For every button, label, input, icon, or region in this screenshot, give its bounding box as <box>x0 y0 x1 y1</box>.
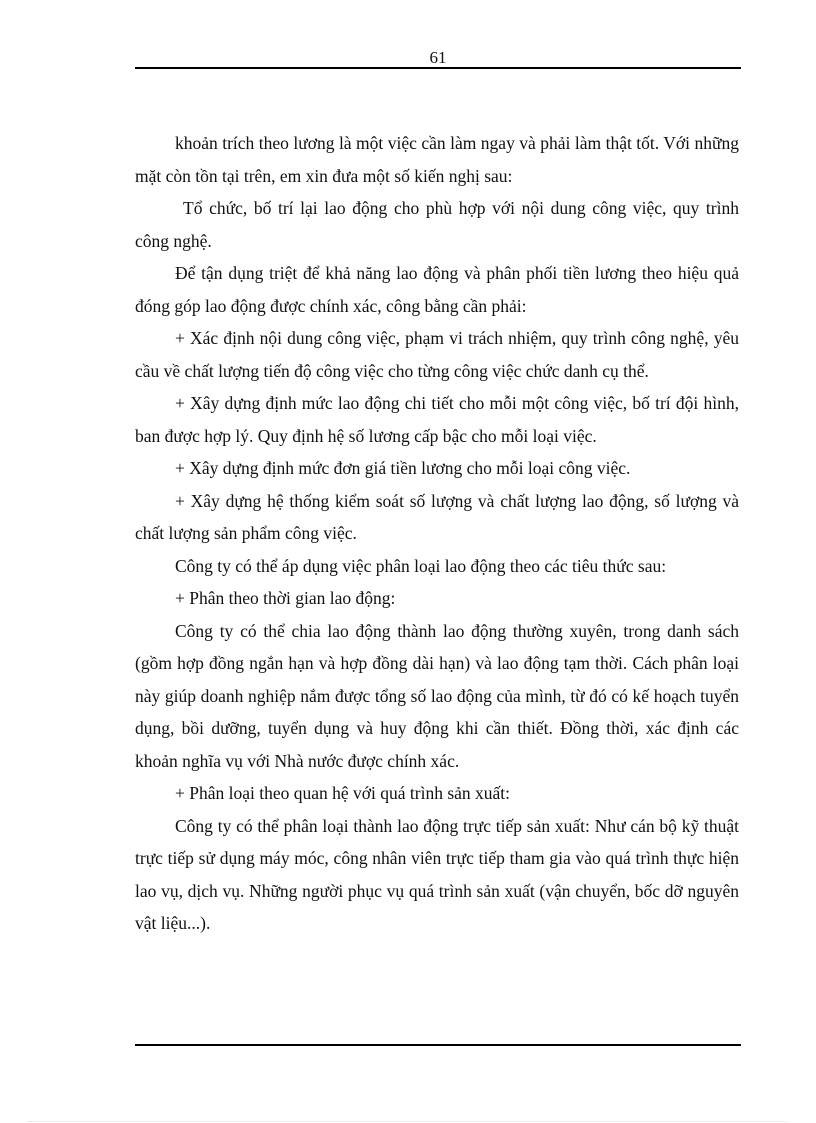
paragraph: + Xây dựng định mức lao động chi tiết cho mỗi một công việc, bố trí đội hình, ban được hợp lý. Quy định hệ số lương cấp bậc cho mỗi loại việc. <box>135 393 739 446</box>
paragraph: khoản trích theo lương là một việc cần làm ngay và phải làm thật tốt. Với những mặt còn tồn tại trên, em xin đưa một số kiến nghị sau: <box>135 133 739 186</box>
paragraph: + Xây dựng hệ thống kiểm soát số lượng và chất lượng lao động, số lượng và chất lượng sản phẩm công việc. <box>135 490 739 543</box>
paragraph: Tổ chức, bố trí lại lao động cho phù hợp với nội dung công việc, quy trình công nghệ. <box>135 198 739 251</box>
document-body <box>135 127 739 940</box>
header-rule <box>135 67 741 69</box>
page-number: 61 <box>429 48 447 67</box>
paragraph: + Xây dựng định mức đơn giá tiền lương cho mỗi loại công việc. <box>175 458 631 478</box>
paragraph: + Phân theo thời gian lao động: <box>175 588 396 608</box>
page-edge <box>28 1121 788 1122</box>
paragraph: Công ty có thể áp dụng việc phân loại lao động theo các tiêu thức sau: <box>175 555 667 576</box>
paragraph: Để tận dụng triệt để khả năng lao động và phân phối tiền lương theo hiệu quả đóng góp lao động được chính xác, công bằng cần phải: <box>135 263 739 316</box>
paragraph: Công ty có thể chia lao động thành lao động thường xuyên, trong danh sách (gồm hợp đồng ngắn hạn và hợp đồng dài hạn) và lao động tạm thời. Cách phân loại này giúp doanh nghiệp nắm được tổng số lao động của mình, từ đó có kế hoạch tuyển dụng, bồi dưỡng, tuyển dụng và huy động khi cần thiết. Đồng thời, xác định các khoản nghĩa vụ với Nhà nước được chính xác. <box>135 620 739 771</box>
paragraph: Công ty có thể phân loại thành lao động trực tiếp sản xuất: Như cán bộ kỹ thuật trực tiếp sử dụng máy móc, công nhân viên trực tiếp tham gia vào quá trình thực hiện lao vụ, dịch vụ. Những người phục vụ quá trình sản xuất (vận chuyển, bốc dỡ nguyên vật liệu...). <box>135 815 739 933</box>
footer-rule <box>135 1044 741 1046</box>
paragraph: + Phân loại theo quan hệ với quá trình sản xuất: <box>175 783 511 803</box>
paragraph: + Xác định nội dung công việc, phạm vi trách nhiệm, quy trình công nghệ, yêu cầu về chất lượng tiến độ công việc cho từng công việc chức danh cụ thể. <box>135 328 739 381</box>
